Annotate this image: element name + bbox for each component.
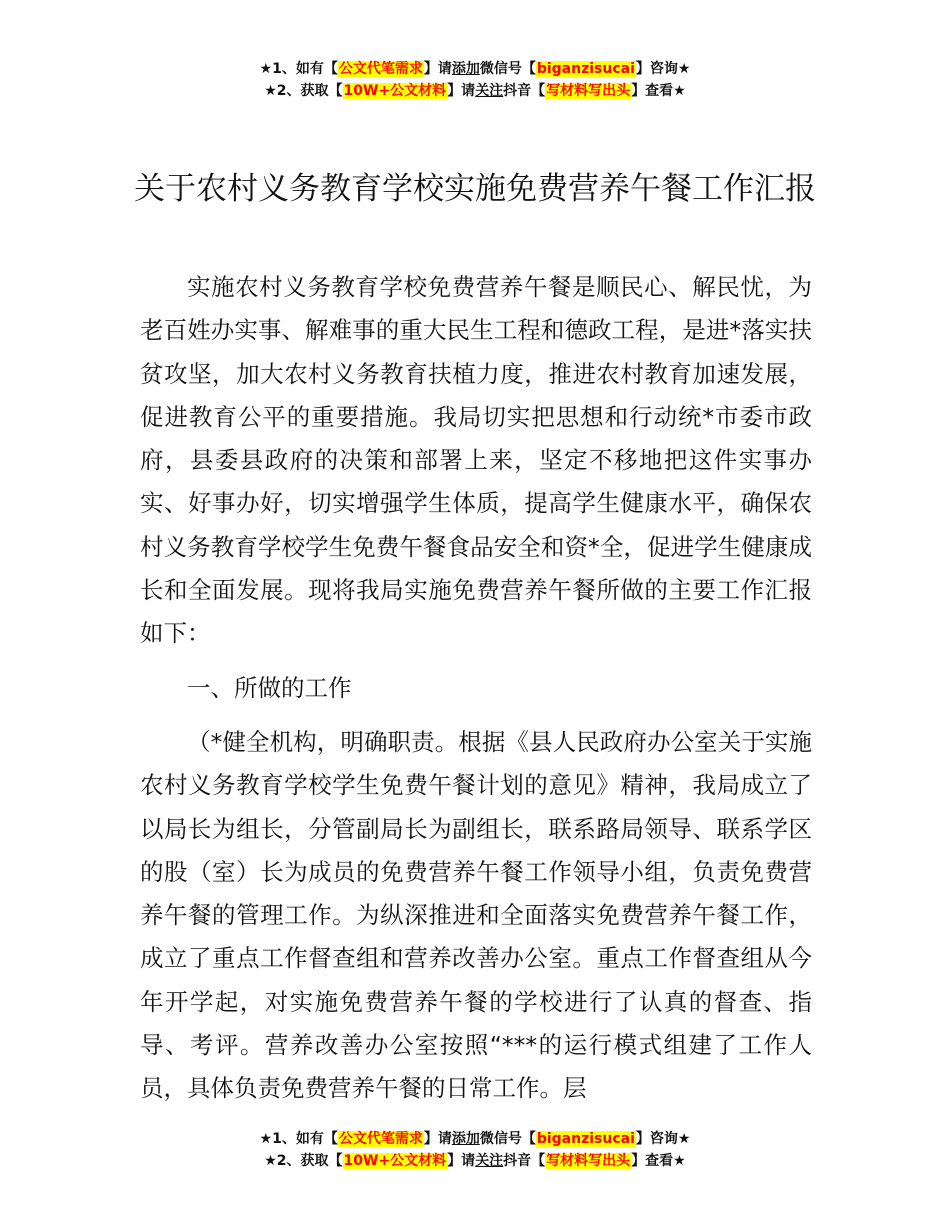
highlight-materials: 10W+公文材料 bbox=[343, 1153, 447, 1169]
highlight-service: 公文代笔需求 bbox=[338, 1131, 423, 1147]
banner-text: 】请 bbox=[423, 61, 452, 77]
banner-line-1 bbox=[0, 58, 950, 80]
body-paragraph: （*健全机构，明确职责。根据《县人民政府办公室关于实施农村义务教育学校学生免费午餐计划的意见》精神，我局成立了以局长为组长，分管副局长为副组长，联系路局领导、联系学区的股（室）长为成员的免费营养午餐工作领导小组，负责免费营养午餐的管理工作。为纵深推进和全面落实免费营养午餐工作，成立了重点工作督查组和营养改善办公室。重点工作督查组从今年开学起，对实施免费营养午餐的学校进行了认真的督查、指导、考评。营养改善办公室按照“***的运行模式组建了工作人员，具体负责免费营养午餐的日常工作。层 bbox=[140, 727, 812, 1103]
banner-emphasis: 添加 bbox=[451, 61, 480, 77]
highlight-service: 公文代笔需求 bbox=[338, 61, 423, 77]
banner-text: ★2、获取【 bbox=[264, 83, 343, 99]
banner-text: 抖音【 bbox=[503, 83, 546, 99]
banner-line-1 bbox=[0, 1128, 950, 1150]
banner-text: 】查看★ bbox=[631, 83, 686, 99]
top-banner bbox=[0, 58, 950, 102]
banner-text: 抖音【 bbox=[503, 1153, 546, 1169]
banner-text: ★1、如有【 bbox=[259, 1131, 338, 1147]
banner-text: 微信号【 bbox=[479, 61, 536, 77]
banner-line-2 bbox=[0, 80, 950, 102]
banner-text: 微信号【 bbox=[479, 1131, 536, 1147]
highlight-wechat-id: biganzisucai bbox=[536, 61, 635, 77]
banner-emphasis: 关注 bbox=[475, 1153, 504, 1169]
banner-text: ★1、如有【 bbox=[259, 61, 338, 77]
highlight-douyin-account: 写材料写出头 bbox=[546, 1153, 631, 1169]
banner-text: 】请 bbox=[423, 1131, 452, 1147]
banner-text: 】咨询★ bbox=[635, 61, 691, 77]
bottom-banner bbox=[0, 1128, 950, 1172]
banner-line-2 bbox=[0, 1150, 950, 1172]
highlight-douyin-account: 写材料写出头 bbox=[546, 83, 631, 99]
document-title: 关于农村义务教育学校实施免费营养午餐工作汇报 bbox=[134, 171, 816, 207]
banner-text: 】咨询★ bbox=[635, 1131, 691, 1147]
banner-text: ★2、获取【 bbox=[264, 1153, 343, 1169]
document-body bbox=[140, 266, 812, 1111]
highlight-materials: 10W+公文材料 bbox=[343, 83, 447, 99]
section-heading: 一、所做的工作 bbox=[187, 673, 352, 702]
banner-emphasis: 添加 bbox=[451, 1131, 480, 1147]
banner-text: 】请 bbox=[447, 1153, 476, 1169]
highlight-wechat-id: biganzisucai bbox=[536, 1131, 635, 1147]
body-paragraph-intro: 实施农村义务教育学校免费营养午餐是顺民心、解民忧，为老百姓办实事、解难事的重大民生工程和德政工程，是进*落实扶贫攻坚，加大农村义务教育扶植力度，推进农村教育加速发展，促进教育公平的重要措施。我局切实把思想和行动统*市委市政府，县委县政府的决策和部署上来，坚定不移地把这件实事办实、好事办好，切实增强学生体质，提高学生健康水平，确保农村义务教育学校学生免费午餐食品安全和资*全，促进学生健康成长和全面发展。现将我局实施免费营养午餐所做的主要工作汇报如下： bbox=[140, 273, 812, 648]
banner-text: 】查看★ bbox=[631, 1153, 686, 1169]
banner-emphasis: 关注 bbox=[475, 83, 504, 99]
banner-text: 】请 bbox=[447, 83, 476, 99]
